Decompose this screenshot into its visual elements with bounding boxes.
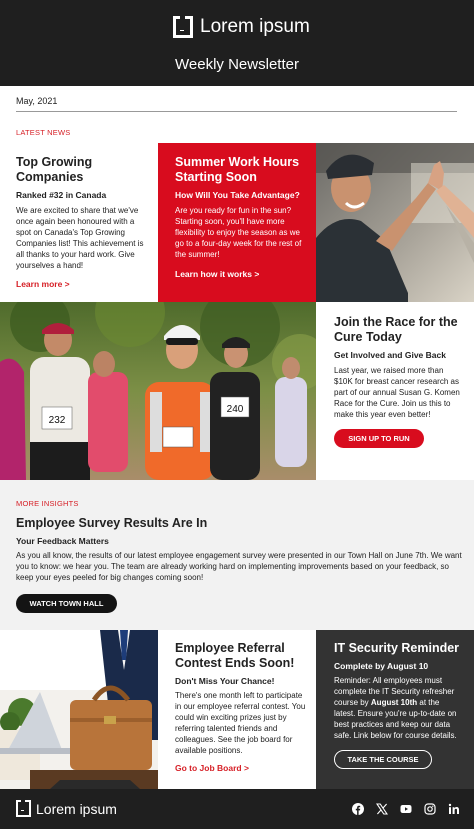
referral-article: [175, 641, 307, 781]
divider: [16, 111, 457, 112]
more-insights-eyebrow: MORE INSIGHTS: [16, 499, 79, 508]
article-subtitle: Ranked #32 in Canada: [16, 190, 107, 200]
newsletter-title: Weekly Newsletter: [175, 56, 299, 73]
sign-up-to-run-button[interactable]: SIGN UP TO RUN: [334, 429, 424, 448]
footer-logo[interactable]: [16, 800, 117, 817]
summer-hours-article: [158, 143, 316, 302]
logo-icon: [16, 800, 31, 817]
brand-name: Lorem ipsum: [200, 16, 310, 37]
take-the-course-button[interactable]: TAKE THE COURSE: [334, 750, 432, 769]
x-icon[interactable]: [376, 803, 388, 815]
article-subtitle: Get Involved and Give Back: [334, 350, 446, 360]
top-growing-article: [16, 155, 151, 295]
article-body: We are excited to share that we've once again been honoured with a spot on Canada's Top Growing Companies list! This achievement is all thanks to your hard work. Give yourselves a hand!: [16, 206, 144, 270]
article-subtitle: Don't Miss Your Chance!: [175, 676, 275, 686]
article-title: Join the Race for the Cure Today: [334, 315, 458, 344]
article-subtitle: Complete by August 10: [334, 661, 429, 671]
article-subtitle: How Will You Take Advantage?: [175, 190, 300, 200]
instagram-icon[interactable]: [424, 803, 436, 815]
article-body: Reminder: All employees must complete the IT Security refresher course by August 10th at the latest. Ensure you're up-to-date on best practices and keep our data safe. Link below for course details.: [334, 676, 457, 740]
article-title: Employee Survey Results Are In: [16, 516, 208, 530]
learn-more-link[interactable]: Learn more >: [16, 279, 70, 289]
article-body: Are you ready for fun in the sun? Starting soon, you'll have more flexibility to enjoy the season as we go to a four-day week for the rest of the summer!: [175, 206, 302, 259]
logo-icon: [173, 16, 193, 38]
article-body: Last year, we raised more than $10K for breast cancer research as part of our annual Susan G. Komen Race for the Cure. Join us this to make this year even better!: [334, 366, 460, 419]
race-bib-right: 240: [226, 404, 244, 415]
race-for-cure-article: [334, 315, 464, 475]
issue-date: May, 2021: [16, 96, 58, 106]
security-reminder-article: [316, 630, 474, 789]
brand-logo[interactable]: [173, 16, 310, 38]
high-five-photo: [316, 143, 474, 302]
latest-news-eyebrow: LATEST NEWS: [16, 128, 71, 137]
facebook-icon[interactable]: [352, 803, 364, 815]
survey-article: [16, 516, 464, 616]
social-links: [352, 803, 460, 815]
article-subtitle: Your Feedback Matters: [16, 536, 109, 546]
header: [0, 0, 474, 86]
watch-town-hall-button[interactable]: WATCH TOWN HALL: [16, 594, 117, 613]
article-title: IT Security Reminder: [334, 641, 460, 655]
business-bag-photo: [0, 630, 158, 789]
race-bib-left: 232: [48, 415, 66, 426]
learn-how-link[interactable]: Learn how it works >: [175, 269, 260, 279]
race-runners-photo: [0, 302, 316, 480]
footer: [0, 789, 474, 829]
article-body: There's one month left to participate in our employee referral contest. You could win exciting prizes just by referring talented friends and colleagues. See the job board for available positions.: [175, 691, 306, 755]
footer-brand-name: Lorem ipsum: [36, 800, 117, 817]
article-title: Employee Referral Contest Ends Soon!: [175, 641, 295, 670]
article-title: Summer Work Hours Starting Soon: [175, 155, 300, 184]
article-body: As you all know, the results of our latest employee engagement survey were presented in our Town Hall on June 7th. We want you to know: we hear you. The team are already working hard on implementing improvements based on your feedback, so keep your eyes peeled for big changes coming soon!: [16, 551, 462, 582]
job-board-link[interactable]: Go to Job Board >: [175, 763, 249, 773]
linkedin-icon[interactable]: [448, 803, 460, 815]
youtube-icon[interactable]: [400, 803, 412, 815]
article-title: Top Growing Companies: [16, 155, 93, 184]
